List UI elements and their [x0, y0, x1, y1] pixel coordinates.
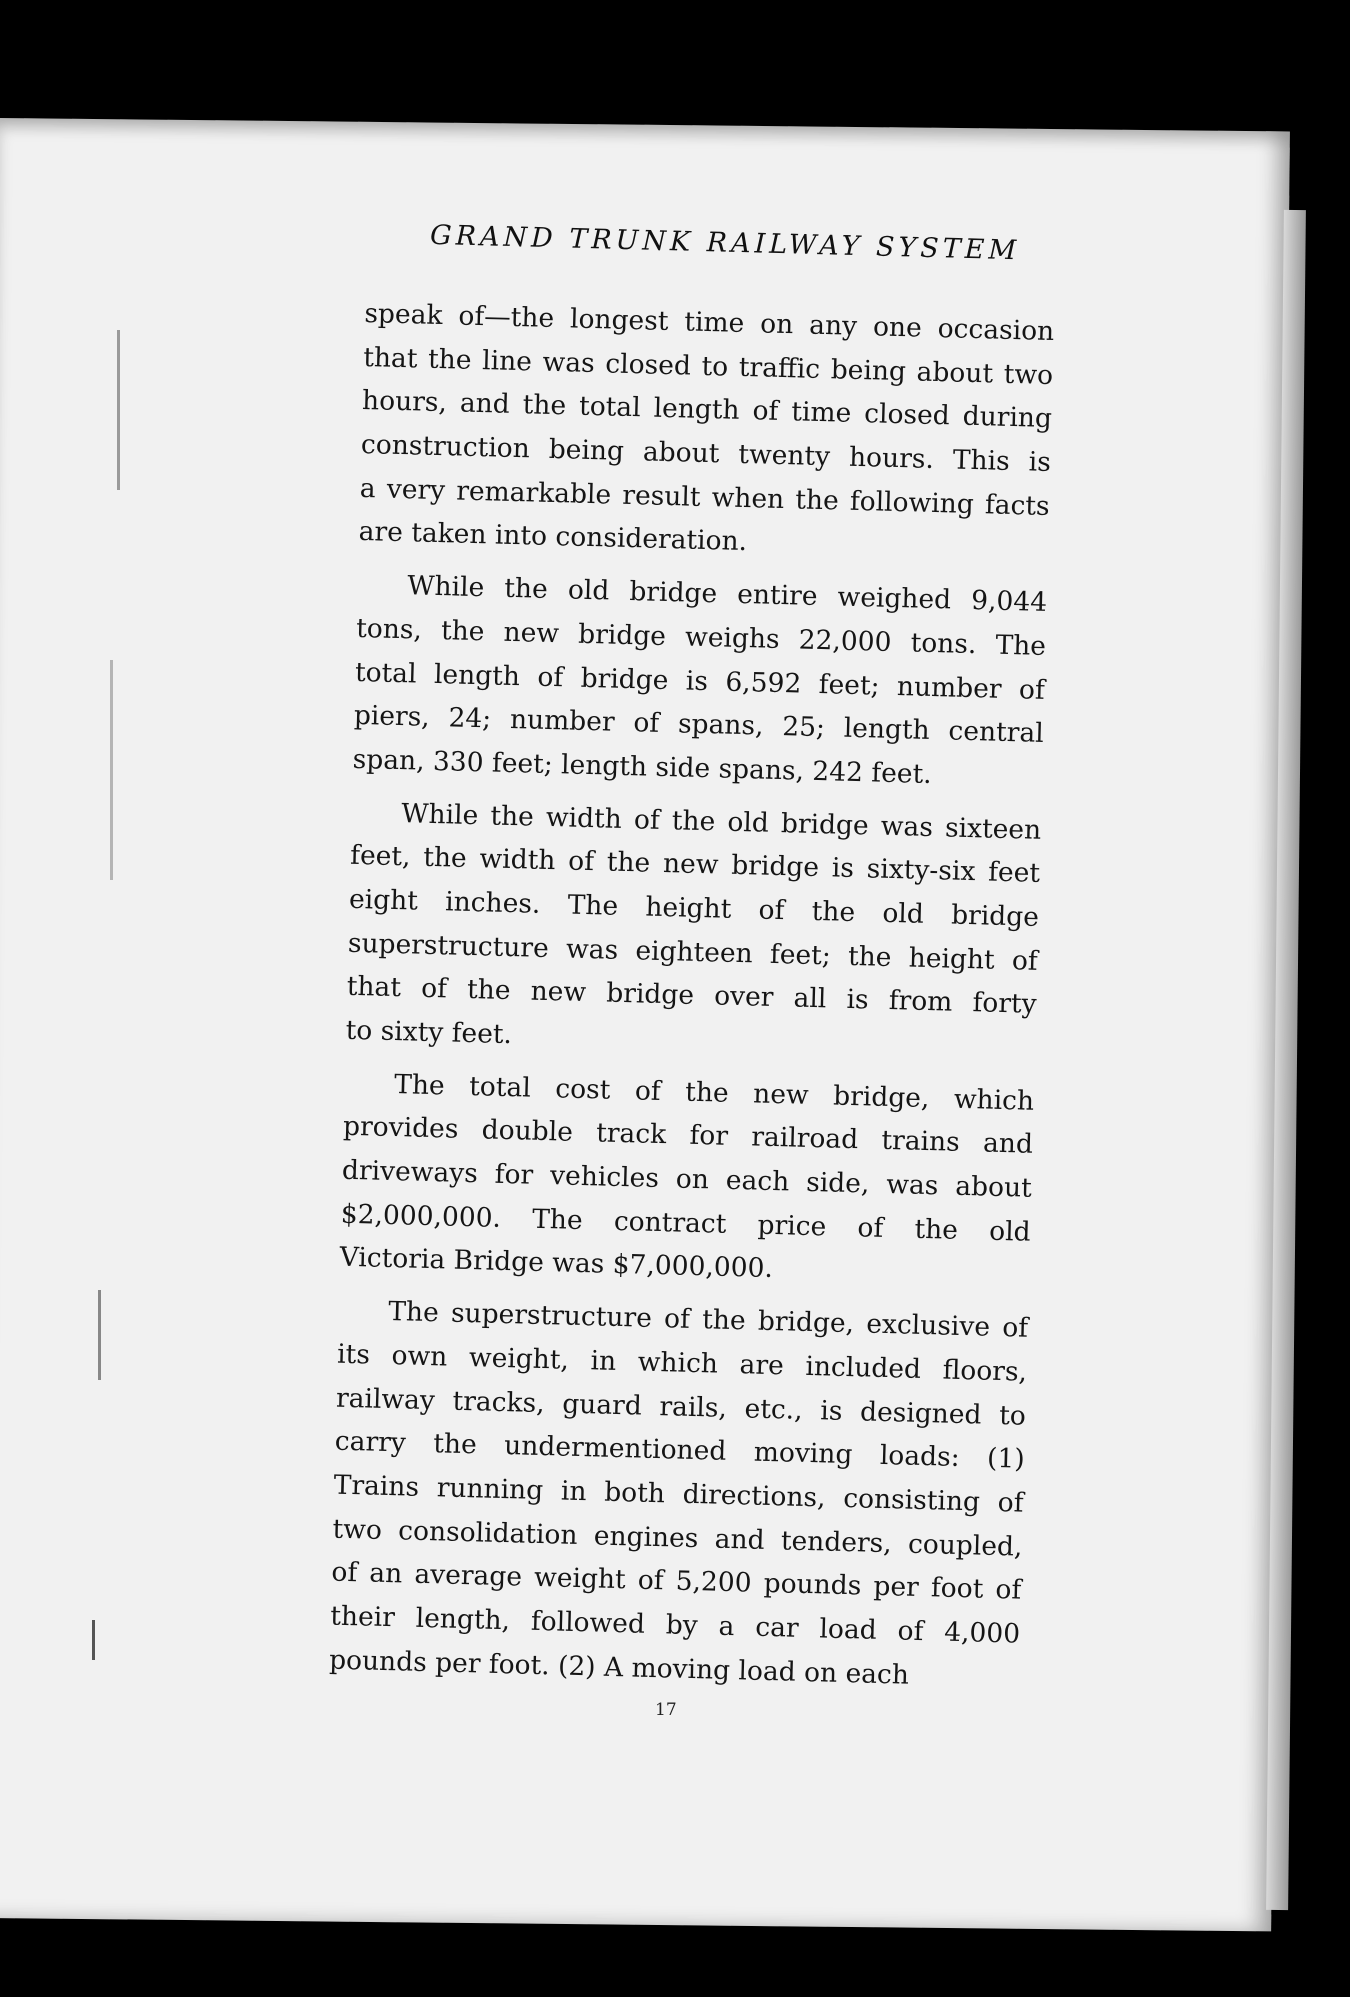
text-line: driveways for vehicles on each side, was about: [341, 1154, 1033, 1204]
binding-mark: [92, 1620, 95, 1660]
text-line: a very remarkable result when the following facts: [359, 472, 1051, 522]
binding-mark: [98, 1290, 101, 1380]
paragraph: [339, 1061, 1034, 1297]
text-line: are taken into consideration.: [358, 516, 748, 558]
text-line: Trains running in both directions, consisting of: [333, 1469, 1024, 1519]
text-line: $2,000,000. The contract price of the old: [340, 1198, 1032, 1248]
binding-mark: [110, 660, 113, 880]
text-line: Victoria Bridge was $7,000,000.: [339, 1242, 774, 1285]
text-line: construction being about twenty hours. This is: [360, 429, 1052, 479]
text-line: its own weight, in which are included floors,: [336, 1338, 1028, 1388]
text-line: that of the new bridge over all is from forty: [346, 971, 1037, 1021]
text-line: piers, 24; number of spans, 25; length central: [353, 700, 1045, 750]
text-line: tons, the new bridge weighs 22,000 tons. The: [355, 612, 1047, 662]
text-line: While the old bridge entire weighed 9,044: [406, 570, 1048, 619]
text-line: provides double track for railroad trains and: [342, 1111, 1034, 1161]
paragraph: [358, 292, 1055, 572]
text-line: total length of bridge is 6,592 feet; number of: [354, 656, 1046, 706]
text-line: hours, and the total length of time closed during: [361, 385, 1053, 435]
text-line: span, 330 feet; length side spans, 242 feet.: [352, 743, 933, 790]
text-line: carry the undermentioned moving loads: (1): [334, 1425, 1026, 1475]
text-line: superstructure was eighteen feet; the height of: [347, 927, 1039, 977]
body-text: [328, 292, 1054, 1709]
text-line: railway tracks, guard rails, etc., is designed to: [335, 1382, 1027, 1432]
paragraph: [352, 563, 1047, 799]
text-line: speak of—the longest time on any one occasion: [364, 297, 1055, 348]
text-line: The total cost of the new bridge, which: [393, 1068, 1035, 1117]
text-line: their length, followed by a car load of 4,000: [329, 1600, 1021, 1650]
text-line: The superstructure of the bridge, exclusive of: [387, 1296, 1029, 1344]
paragraph: [329, 1289, 1029, 1700]
running-head: GRAND TRUNK RAILWAY SYSTEM: [429, 219, 1021, 267]
paragraph: [345, 790, 1042, 1070]
text-line: pounds per foot. (2) A moving load on each: [328, 1644, 910, 1691]
page-number: 17: [655, 1700, 677, 1720]
text-line: eight inches. The height of the old bridge: [348, 883, 1040, 933]
text-line: that the line was closed to traffic being about two: [362, 341, 1054, 391]
text-line: feet, the width of the new bridge is sixty-six feet: [349, 840, 1041, 890]
binding-mark: [117, 330, 120, 490]
text-line: two consolidation engines and tenders, coupled,: [332, 1513, 1023, 1563]
text-line: of an average weight of 5,200 pounds per foot of: [331, 1556, 1022, 1606]
text-line: to sixty feet.: [345, 1014, 513, 1051]
text-line: While the width of the old bridge was sixteen: [400, 797, 1042, 846]
